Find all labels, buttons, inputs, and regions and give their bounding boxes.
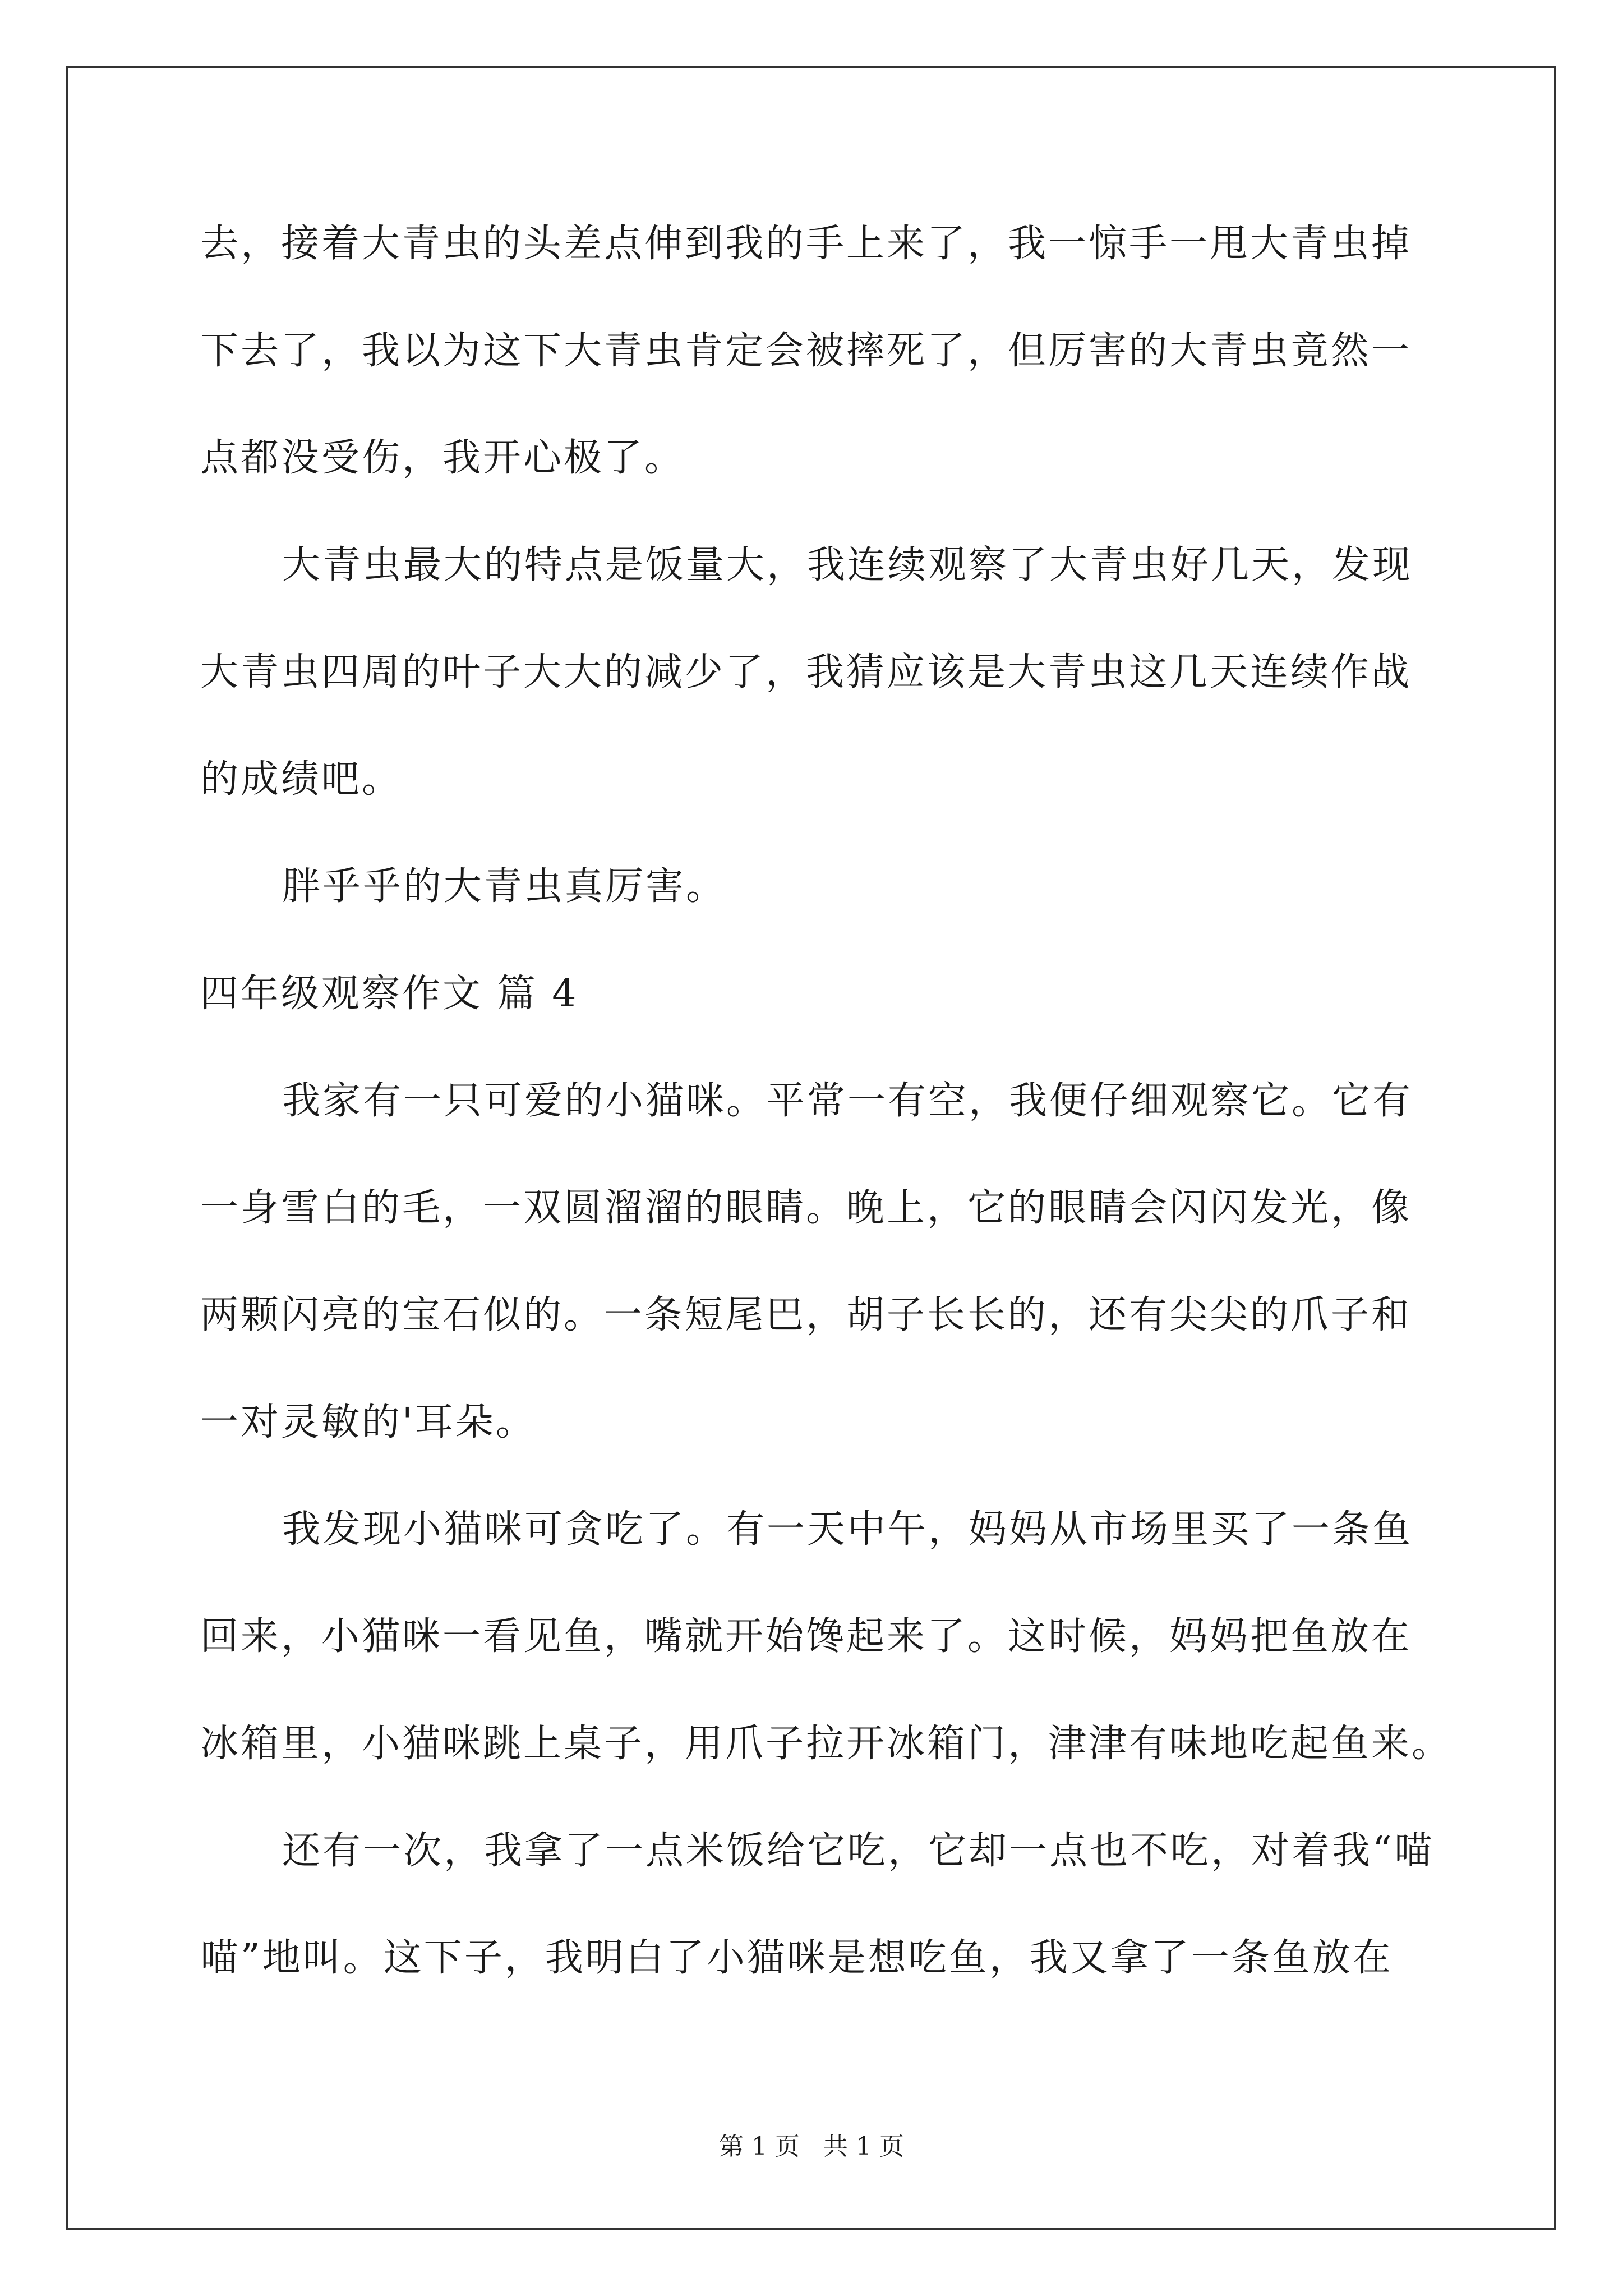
text-line: 大青虫四周的叶子大大的减少了，我猜应该是大青虫这几天连续作战: [200, 650, 1412, 694]
page-number-footer: 第 1 页 共 1 页: [719, 2132, 904, 2161]
paragraph-start-line: 我家有一只可爱的小猫咪。平常一有空，我便仔细观察它。它有: [282, 1079, 1413, 1123]
text-line: 回来，小猫咪一看见鱼，嘴就开始馋起来了。这时候，妈妈把鱼放在: [200, 1614, 1412, 1659]
text-line: 喵”地叫。这下子，我明白了小猫咪是想吃鱼，我又拿了一条鱼放在: [200, 1936, 1393, 1980]
text-line: 冰箱里，小猫咪跳上桌子，用爪子拉开冰箱门，津津有味地吃起鱼来。: [200, 1722, 1453, 1766]
text-line: 下去了，我以为这下大青虫肯定会被摔死了，但厉害的大青虫竟然一: [200, 329, 1412, 373]
text-line: 两颗闪亮的宝石似的。一条短尾巴，胡子长长的，还有尖尖的爪子和: [200, 1293, 1412, 1337]
paragraph-start-line: 还有一次，我拿了一点米饭给它吃，它却一点也不吃，对着我“喵: [282, 1829, 1435, 1873]
paragraph-start-line: 胖乎乎的大青虫真厉害。: [282, 864, 727, 909]
text-line: 的成绩吧。: [200, 757, 403, 802]
section-heading: 四年级观察作文 篇 4: [200, 972, 579, 1016]
text-line: 一身雪白的毛，一双圆溜溜的眼睛。晚上，它的眼睛会闪闪发光，像: [200, 1186, 1412, 1230]
text-line: 点都没受伤，我开心极了。: [200, 436, 685, 480]
document-body: [200, 222, 1453, 2046]
paragraph-start-line: 我发现小猫咪可贪吃了。有一天中午，妈妈从市场里买了一条鱼: [282, 1507, 1413, 1552]
paragraph-start-line: 大青虫最大的特点是饭量大，我连续观察了大青虫好几天，发现: [282, 543, 1413, 587]
text-line: 去，接着大青虫的头差点伸到我的手上来了，我一惊手一甩大青虫掉: [200, 222, 1412, 266]
text-line: 一对灵敏的'耳朵。: [200, 1400, 536, 1444]
